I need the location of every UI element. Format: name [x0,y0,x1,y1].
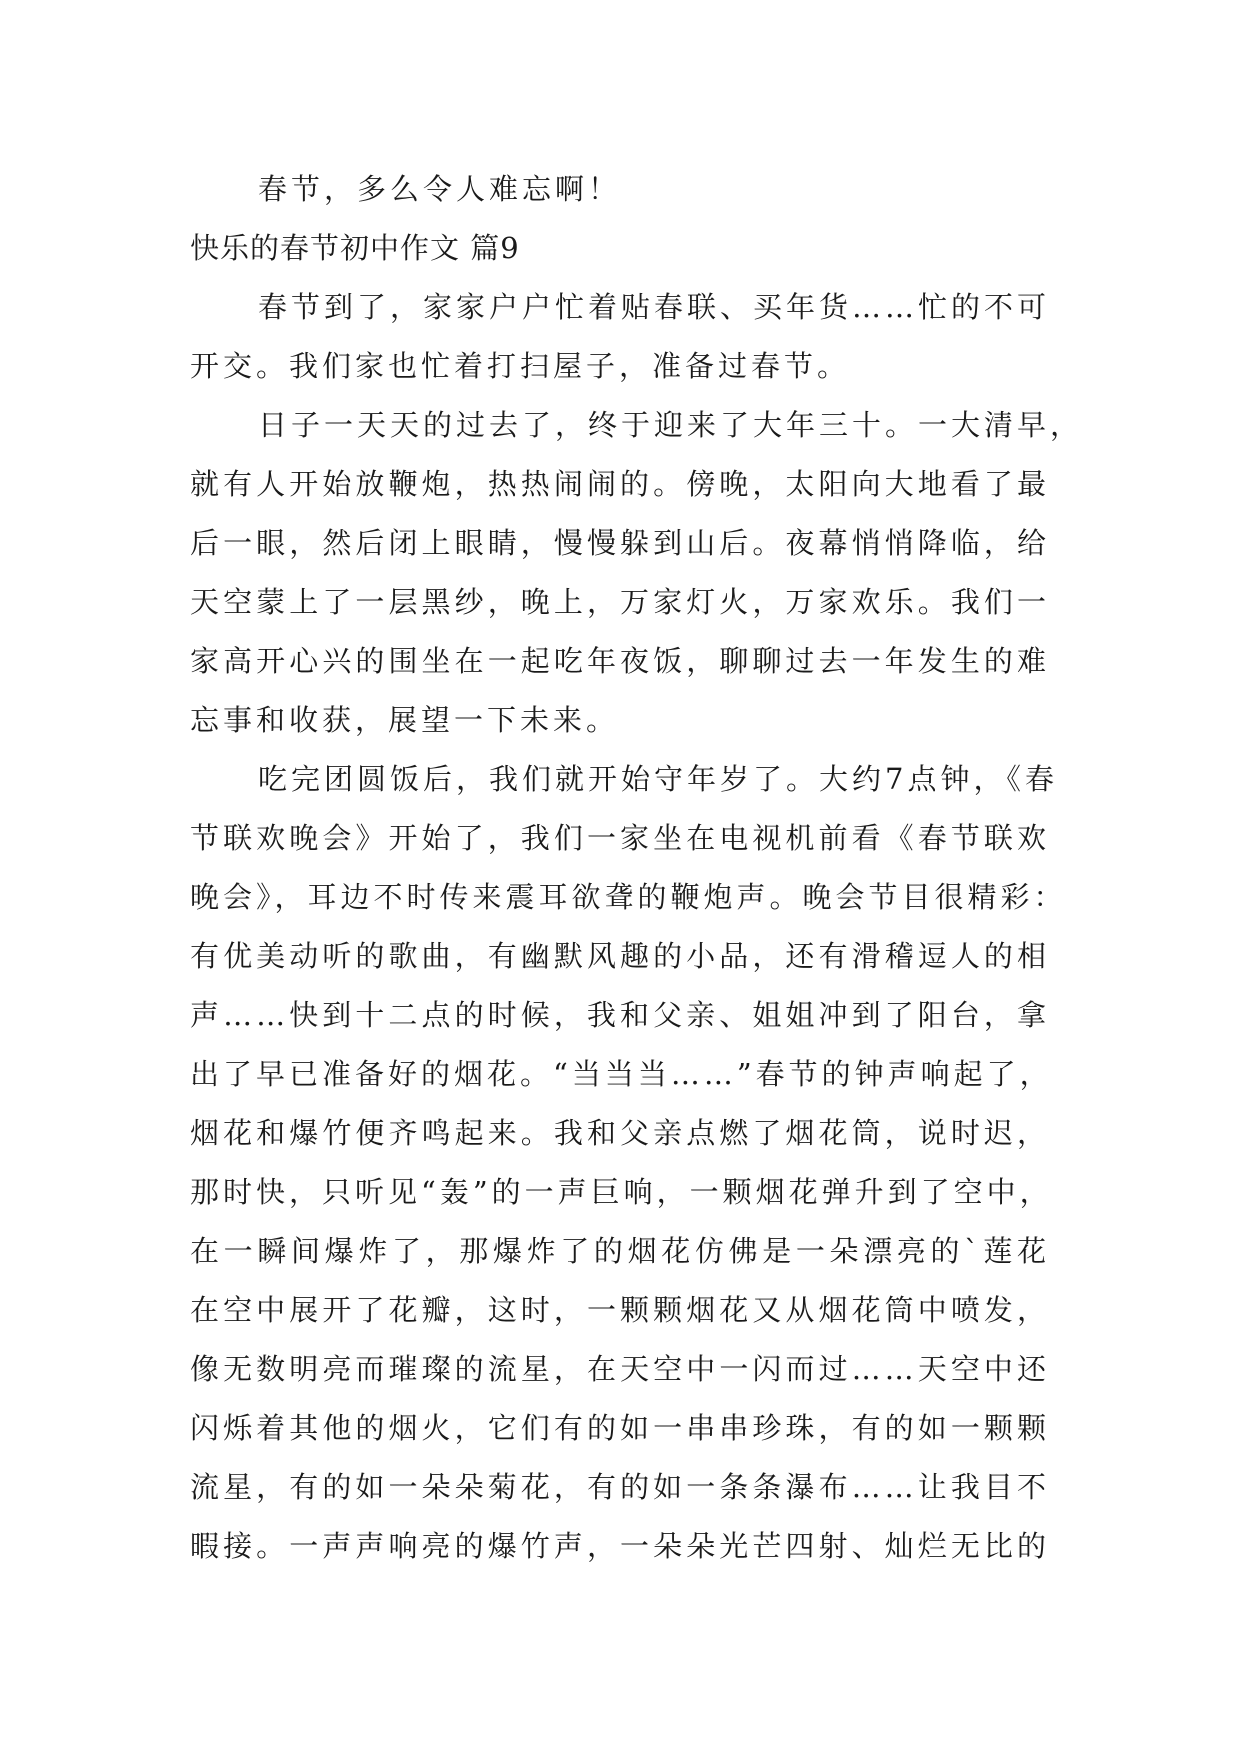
paragraph-line: 天空蒙上了一层黑纱，晚上，万家灯火，万家欢乐。我们一 [190,585,1050,619]
paragraph-line: 流星，有的如一朵朵菊花，有的如一条条瀑布……让我目不 [190,1470,1050,1504]
paragraph-line: 有优美动听的歌曲，有幽默风趣的小品，还有滑稽逗人的相 [190,939,1050,973]
paragraph-line: 晚会》，耳边不时传来震耳欲聋的鞭炮声。晚会节目很精彩： [190,880,1067,914]
paragraph-line: 吃完团圆饭后，我们就开始守年岁了。大约7点钟，《春 [258,762,1058,796]
paragraph-line: 声……快到十二点的时候，我和父亲、姐姐冲到了阳台，拿 [190,998,1050,1032]
paragraph-line: 家高开心兴的围坐在一起吃年夜饭，聊聊过去一年发生的难 [190,644,1050,678]
essay-heading: 快乐的春节初中作文 篇9 [190,231,520,265]
paragraph-line: 忘事和收获，展望一下未来。 [190,703,620,737]
paragraph-line: 后一眼，然后闭上眼睛，慢慢躲到山后。夜幕悄悄降临，给 [190,526,1050,560]
paragraph-line: 暇接。一声声响亮的爆竹声，一朵朵光芒四射、灿烂无比的 [190,1529,1050,1563]
paragraph-1 [190,278,1050,396]
paragraph-line: 那时快，只听见“轰”的一声巨响，一颗烟花弹升到了空中， [190,1175,1053,1209]
paragraph-line: 闪烁着其他的烟火，它们有的如一串串珍珠，有的如一颗颗 [190,1411,1050,1445]
paragraph-2 [190,396,1084,750]
paragraph-line: 就有人开始放鞭炮，热热闹闹的。傍晚，太阳向大地看了最 [190,467,1050,501]
paragraph-line: 出了早已准备好的烟花。“当当当……”春节的钟声响起了， [190,1057,1053,1091]
paragraph-3 [190,750,1067,1576]
paragraph-line: 开交。我们家也忙着打扫屋子，准备过春节。 [190,349,851,383]
intro-line: 春节，多么令人难忘啊！ [258,172,622,206]
paragraph-line: 日子一天天的过去了，终于迎来了大年三十。一大清早， [258,408,1084,442]
paragraph-line: 像无数明亮而璀璨的流星，在天空中一闪而过……天空中还 [190,1352,1050,1386]
paragraph-line: 烟花和爆竹便齐鸣起来。我和父亲点燃了烟花筒，说时迟， [190,1116,1050,1150]
paragraph-line: 节联欢晚会》开始了，我们一家坐在电视机前看《春节联欢 [190,821,1050,855]
paragraph-line: 春节到了，家家户户忙着贴春联、买年货……忙的不可 [258,290,1051,324]
paragraph-line: 在一瞬间爆炸了，那爆炸了的烟花仿佛是一朵漂亮的`莲花 [190,1234,1050,1268]
paragraph-line: 在空中展开了花瓣，这时，一颗颗烟花又从烟花筒中喷发， [190,1293,1050,1327]
document-page [190,160,1084,1576]
